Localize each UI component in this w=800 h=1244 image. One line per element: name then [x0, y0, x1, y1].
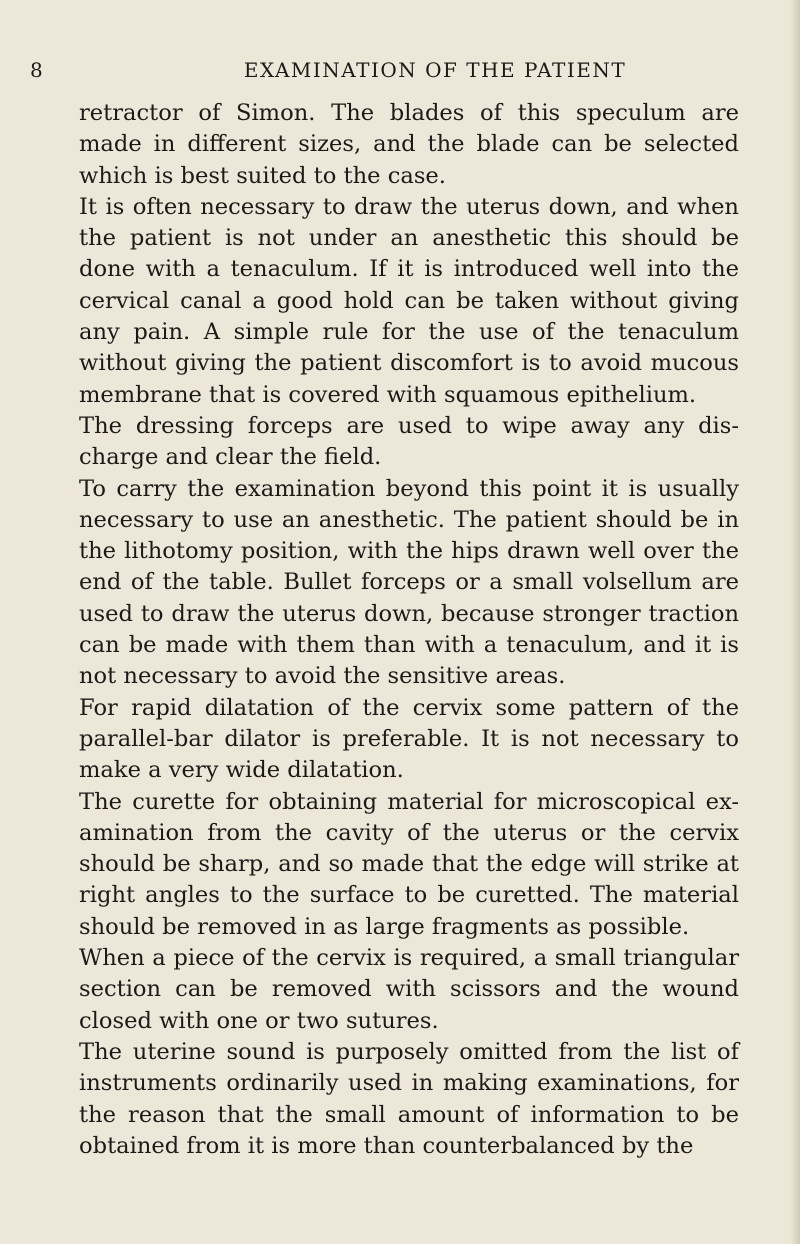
page-number: 8: [30, 58, 45, 82]
paragraph: The curette for obtaining material for microscopical ex-amination from the cavity of the uterus or the cervix should be sharp, and so made that the edge will strike at right angles to the surface to be curetted. The material should be removed in as large fragments as possible.: [79, 788, 739, 940]
paragraph: The dressing forceps are used to wipe away any dis-charge and clear the field.: [79, 412, 739, 471]
paragraph: When a piece of the cervix is required, a small triangular section can be removed with scissors and the wound closed with one or two sutures.: [79, 945, 739, 1034]
paragraph: It is often necessary to draw the uterus down, and when the patient is not under an anesthetic this should be done with a tenaculum. If it is introduced well into the cervical canal a good hold can be taken without giving any pain. A simple rule for the use of the tenaculum without giving the patient discomfort is to avoid mucous membrane that is covered with squamous epithelium.: [79, 193, 739, 408]
page-edge-shadow: [790, 0, 800, 1244]
chapter-title: EXAMINATION OF THE PATIENT: [243, 58, 627, 82]
paragraph: retractor of Simon. The blades of this speculum are made in different sizes, and the blade can be selected which is best suited to the case.: [79, 100, 739, 189]
paragraph: The uterine sound is purposely omitted from the list of instruments ordinarily used in making examinations, for the reason that the small amount of information to be obtained from it is more than counterbalanced by the: [79, 1038, 739, 1159]
paragraph: To carry the examination beyond this point it is usually necessary to use an anesthetic. The patient should be in the lithotomy position, with the hips drawn well over the end of the table. Bullet forceps or a small volsellum are used to draw the uterus down, because stronger traction can be made with them than with a tenaculum, and it is not necessary to avoid the sensitive areas.: [79, 475, 739, 690]
running-head: [30, 58, 750, 92]
body-text: [79, 98, 739, 1162]
paragraph: For rapid dilatation of the cervix some pattern of the parallel-bar dilator is preferable. It is not necessary to make a very wide dilatation.: [79, 694, 739, 784]
